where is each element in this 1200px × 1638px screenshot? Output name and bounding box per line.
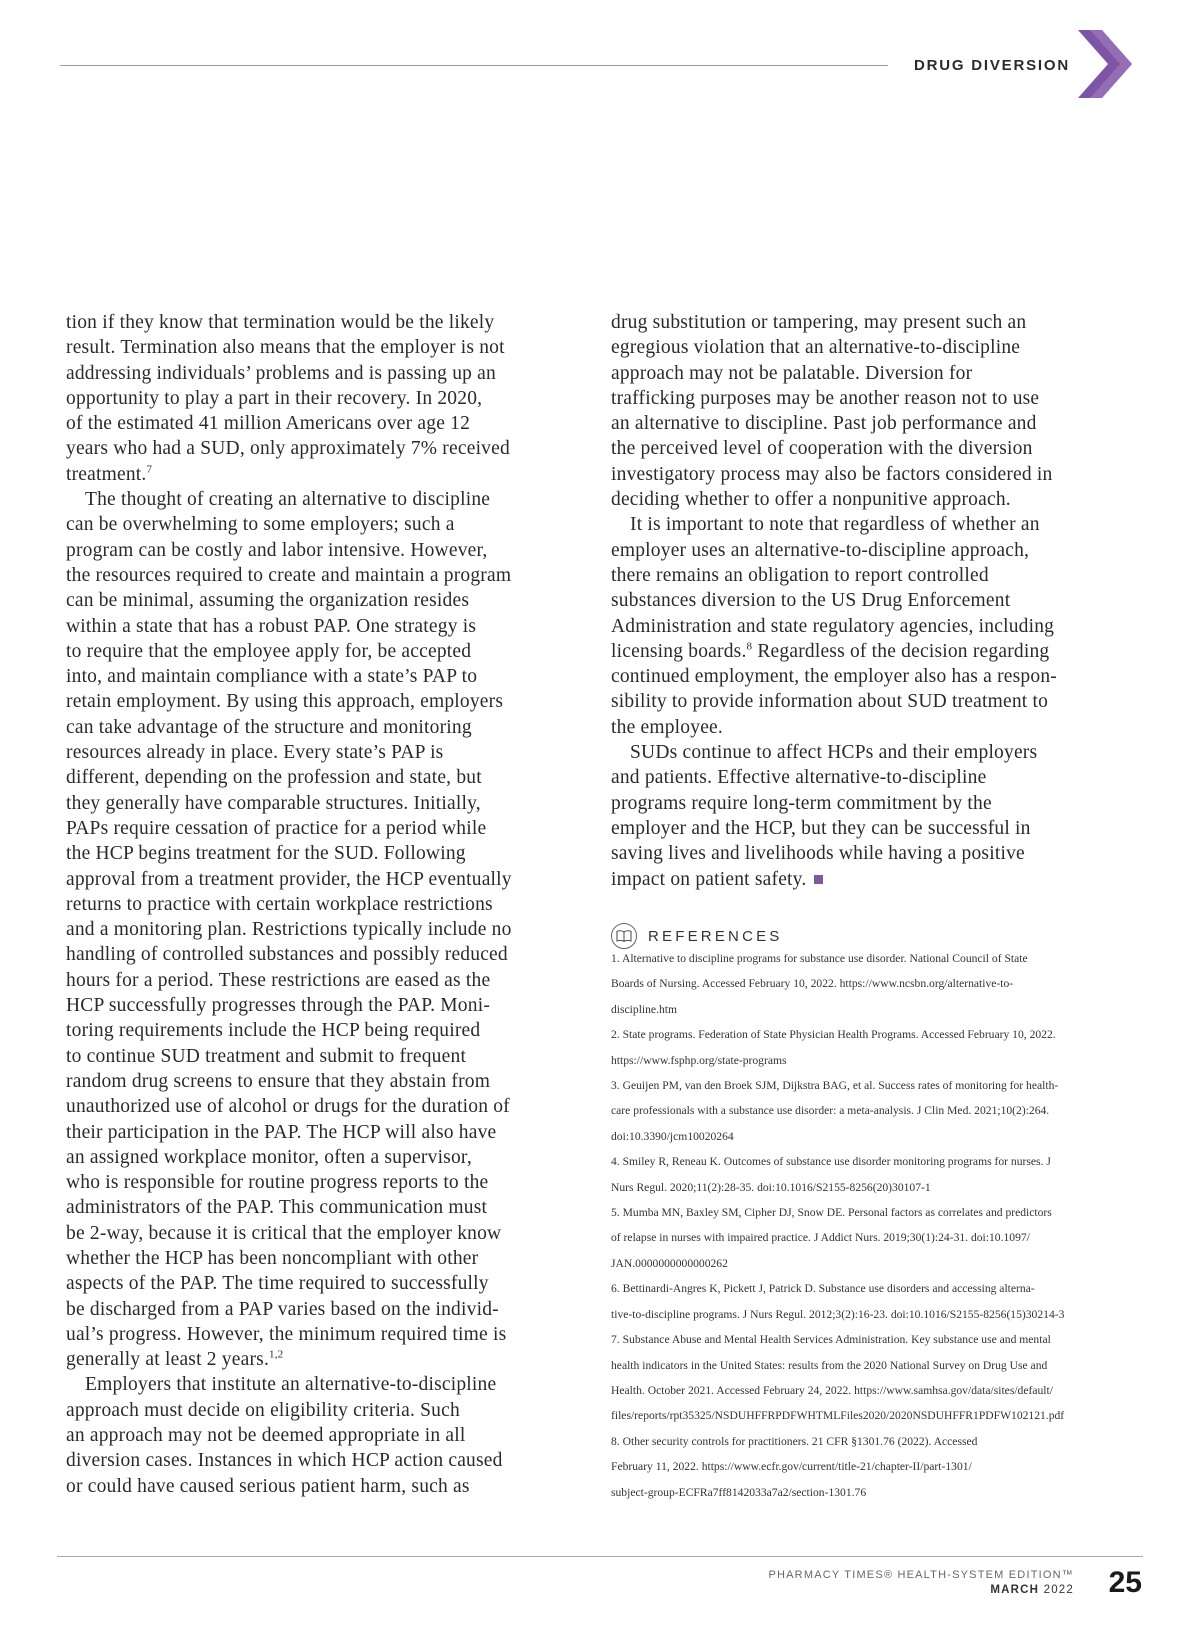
header-rule xyxy=(60,65,888,66)
chevron-right-icon xyxy=(1078,30,1132,98)
references-list xyxy=(611,946,1141,1505)
end-of-article-mark xyxy=(814,875,823,884)
reference-item: 6. Bettinardi-Angres K, Pickett J, Patrick D. Substance use disorders and accessing alterna- tive-to-discipline programs. J Nurs Regul. 2012;3(2):16-23. doi:10.1016/S2155-8256(15)30214-3 xyxy=(611,1282,1065,1321)
section-title: DRUG DIVERSION xyxy=(913,57,1070,74)
reference-item: 2. State programs. Federation of State Physician Health Programs. Accessed February 10, 2022. https://www.fsphp.org/state-programs xyxy=(611,1028,1056,1067)
reference-item: 5. Mumba MN, Baxley SM, Cipher DJ, Snow DE. Personal factors as correlates and predictors of relapse in nurses with impaired practice. J Addict Nurs. 2019;30(1):24-31. doi:10.1097/ JAN.0000000000000262 xyxy=(611,1206,1052,1270)
references-title: REFERENCES xyxy=(648,927,783,945)
reference-item: 3. Geuijen PM, van den Broek SJM, Dijkstra BAG, et al. Success rates of monitoring for health- care professionals with a substance use disorder: a meta-analysis. J Clin Med. 2021;10(2):264. doi:10.3390/jcm10020264 xyxy=(611,1079,1059,1143)
reference-item: 8. Other security controls for practitioners. 21 CFR §1301.76 (2022). Accessed February 11, 2022. https://www.ecfr.gov/current/title-21/chapter-II/part-1301/ subject-group-ECFRa7ff8142033a7a2/section-1301.76 xyxy=(611,1434,978,1499)
paragraph: tion if they know that termination would be the likely result. Termination also means that the employer is not addressing individuals’ problems and is passing up an opportunity to play a part in their recovery. In 2020, of the estimated 41 million Americans over age 12 years who had a SUD, only approximately 7% received treatment.$^7$ xyxy=(66,312,510,485)
reference-item: 4. Smiley R, Reneau K. Outcomes of substance use disorder monitoring programs for nurses. J Nurs Regul. 2020;11(2):28-35. doi:10.1016/S2155-8256(20)30107-1 xyxy=(611,1155,1051,1194)
footer-rule xyxy=(57,1556,1143,1557)
reference-item: 7. Substance Abuse and Mental Health Services Administration. Key substance use and mental health indicators in the United States: results from the 2020 National Survey on Drug Use and Health. October 2021. Accessed February 24, 2022. https://www.samhsa.gov/data/sites/default/ files/reports/rpt35325/NSDUHFFRPDFWHTMLFiles2020/2020NSDUHFFR1PDFW102121.pdf xyxy=(611,1333,1065,1423)
page-number: 25 xyxy=(1108,1566,1142,1599)
paragraph: It is important to note that regardless of whether an employer uses an alternative-to-discipline approach, there remains an obligation to report controlled substances diversion to the US Drug Enforcement Administration and state regulatory agencies, including licensing boards.$^8$ Regardless of the decision regarding continued employment, the employer also has a respon- sibility to provide information about SUD treatment to the employee. xyxy=(611,514,1057,738)
paragraph: The thought of creating an alternative to discipline can be overwhelming to some employers; such a program can be costly and labor intensive. However, the resources required to create and maintain a program can be minimal, assuming the organization resides within a state that has a robust PAP. One strategy is to require that the employee apply for, be accepted into, and maintain compliance with a state’s PAP to retain employment. By using this approach, employers can take advantage of the structure and monitoring resources already in place. Every state’s PAP is different, depending on the profession and state, but they generally have comparable structures. Initially, PAPs require cessation of practice for a period while the HCP begins treatment for the SUD. Following approval from a treatment provider, the HCP eventually returns to practice with certain workplace restrictions and a monitoring plan. Restrictions typically include no handling of controlled substances and possibly reduced hours for a period. These restrictions are eased as the HCP successfully progresses through the PAP. Moni- toring requirements include the HCP being required to continue SUD treatment and submit to frequent random drug screens to ensure that they abstain from unauthorized use of alcohol or drugs for the duration of their participation in the PAP. The HCP will also have an assigned workplace monitor, often a supervisor, who is responsible for routine progress reports to the administrators of the PAP. This communication must be 2-way, because it is critical that the employer know whether the HCP has been noncompliant with other aspects of the PAP. The time required to successfully be discharged from a PAP varies based on the individ- ual’s progress. However, the minimum required time is generally at least 2 years.$^{1,2}$ xyxy=(66,489,512,1371)
paragraph: drug substitution or tampering, may present such an egregious violation that an alternative-to-discipline approach may not be palatable. Diversion for trafficking purposes may be another reason not to use an alternative to discipline. Past job performance and the perceived level of cooperation with the diversion investigatory process may also be factors considered in deciding whether to offer a nonpunitive approach. xyxy=(611,312,1053,511)
article-column-right xyxy=(611,310,1141,892)
paragraph: Employers that institute an alternative-to-discipline approach must decide on eligibility criteria. Such an approach may not be deemed appropriate in all diversion cases. Instances in which HCP action caused or could have caused serious patient harm, such as xyxy=(66,1374,503,1497)
article-column-left xyxy=(66,310,584,1499)
publication-name: PHARMACY TIMES® HEALTH-SYSTEM EDITION™ xyxy=(768,1569,1074,1581)
paragraph: SUDs continue to affect HCPs and their employers and patients. Effective alternative-to-discipline programs require long-term commitment by the employer and the HCP, but they can be successful in saving lives and livelihoods while having a positive impact on patient safety. xyxy=(611,742,1038,890)
reference-item: 1. Alternative to discipline programs for substance use disorder. National Council of State Boards of Nursing. Accessed February 10, 2022. https://www.ncsbn.org/alternative-to- discipline.htm xyxy=(611,952,1028,1016)
issue-date: MARCH 2022 xyxy=(990,1584,1074,1596)
